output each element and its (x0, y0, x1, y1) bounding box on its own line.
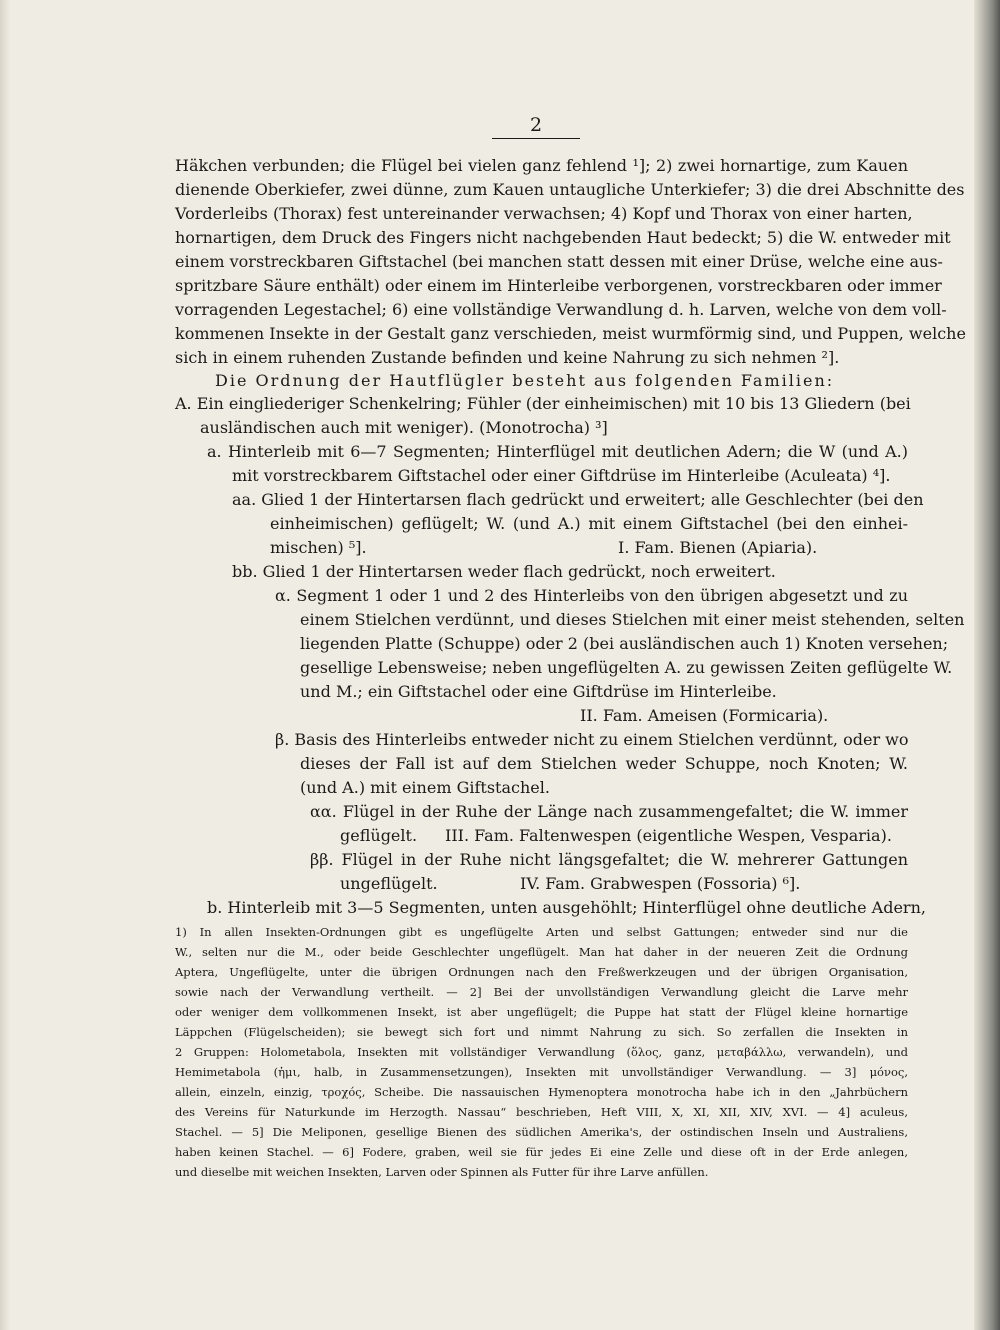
key-line-beta: β. Basis des Hinterleibs entweder nicht zu einem Stielchen verdünnt, oder wo (275, 730, 909, 749)
key-line: dieses der Fall ist auf dem Stielchen weder Schuppe, noch Knoten; W. (300, 754, 908, 773)
footnote-line: Läppchen (Flügelscheiden); sie bewegt sich fort und nimmt Nahrung zu sich. So zerfallen die Insekten in (175, 1025, 908, 1039)
key-line: einheimischen) geflügelt; W. (und A.) mit einem Giftstachel (bei den einhei- (270, 514, 908, 533)
key-line-b: b. Hinterleib mit 3—5 Segmenten, unten ausgehöhlt; Hinterflügel ohne deutliche Adern, (207, 898, 926, 917)
footnote-line: des Vereins für Naturkunde im Herzogth. Nassau“ beschrieben, Heft VIII, X, XI, XII, XIV, XVI. — 4] aculeus, (175, 1105, 908, 1119)
footnote-line: Stachel. — 5] Die Meliponen, gesellige Bienen des südlichen Amerika's, der ostindischen Inseln und Australiens, (175, 1125, 908, 1139)
key-line-alpha-alpha: αα. Flügel in der Ruhe der Länge nach zusammengefaltet; die W. immer (310, 802, 908, 821)
page-number: 2 (529, 114, 543, 136)
key-line-aa: aa. Glied 1 der Hintertarsen flach gedrückt und erweitert; alle Geschlechter (bei den (232, 490, 924, 509)
key-line: ausländischen auch mit weniger). (Monotrocha) ³] (200, 418, 608, 437)
body-line: dienende Oberkiefer, zwei dünne, zum Kauen untaugliche Unterkiefer; 3) die drei Abschnitte des (175, 180, 965, 199)
body-line: einem vorstreckbaren Giftstachel (bei manchen statt dessen mit einer Drüse, welche eine aus- (175, 252, 943, 271)
page-edge-shadow-left (0, 0, 10, 1330)
key-line: geflügelt. (340, 826, 418, 845)
page-number-rule (492, 138, 580, 139)
section-heading: Die Ordnung der Hautflügler besteht aus folgenden Familien: (215, 371, 835, 390)
key-line: und M.; ein Giftstachel oder eine Giftdrüse im Hinterleibe. (300, 682, 777, 701)
key-line-bb: bb. Glied 1 der Hintertarsen weder flach gedrückt, noch erweitert. (232, 562, 776, 581)
body-line: kommenen Insekte in der Gestalt ganz verschieden, meist wurmförmig sind, und Puppen, welche (175, 324, 966, 343)
key-line: (und A.) mit einem Giftstachel. (300, 778, 550, 797)
key-line: einem Stielchen verdünnt, und dieses Stielchen mit einer meist stehenden, selten (300, 610, 965, 629)
footnote-line: allein, einzeln, einzig, τροχός, Scheibe. Die nassauischen Hymenoptera monotrocha habe ich in den „Jahrbüchern (175, 1085, 908, 1099)
footnote-line: 1) In allen Insekten-Ordnungen gibt es ungeflügelte Arten und selbst Gattungen; entweder sind nur die (175, 925, 908, 939)
footnote-line: und dieselbe mit weichen Insekten, Larven oder Spinnen als Futter für ihre Larve anfüllen. (175, 1165, 709, 1179)
key-line-beta-beta: ββ. Flügel in der Ruhe nicht längsgefaltet; die W. mehrerer Gattungen (310, 850, 908, 869)
body-line: hornartigen, dem Druck des Fingers nicht nachgebenden Haut bedeckt; 5) die W. entweder mit (175, 228, 951, 247)
family-3-label: III. Fam. Faltenwespen (eigentliche Wespen, Vesparia). (445, 826, 892, 845)
body-line: sich in einem ruhenden Zustande befinden und keine Nahrung zu sich nehmen ²]. (175, 348, 840, 367)
page-edge-shadow-right (974, 0, 1000, 1330)
family-1-label: I. Fam. Bienen (Apiaria). (618, 538, 818, 557)
body-line: spritzbare Säure enthält) oder einem im Hinterleibe verborgenen, vorstreckbaren oder immer (175, 276, 942, 295)
body-line: Häkchen verbunden; die Flügel bei vielen ganz fehlend ¹]; 2) zwei hornartige, zum Kauen (175, 156, 908, 175)
key-line-alpha: α. Segment 1 oder 1 und 2 des Hinterleibs von den übrigen abgesetzt und zu (275, 586, 908, 605)
body-line: Vorderleibs (Thorax) fest untereinander verwachsen; 4) Kopf und Thorax von einer harten, (175, 204, 913, 223)
key-line: ungeflügelt. (340, 874, 438, 893)
footnote-line: Hemimetabola (ἡμι, halb, in Zusammensetzungen), Insekten mit unvollständiger Verwandlung. — 3] μόνος, (175, 1065, 908, 1079)
key-line-A: A. Ein eingliederiger Schenkelring; Fühler (der einheimischen) mit 10 bis 13 Gliedern (bei (175, 394, 911, 413)
footnote-line: Aptera, Ungeflügelte, unter die übrigen Ordnungen nach den Freßwerkzeugen und der übrigen Organisation, (175, 965, 908, 979)
footnote-line: oder weniger dem vollkommenen Insekt, ist aber ungeflügelt; die Puppe hat statt der Flügel kleine hornartige (175, 1005, 908, 1019)
footnote-line: 2 Gruppen: Holometabola, Insekten mit vollständiger Verwandlung (ὅλος, ganz, μεταβάλλω, verwandeln), und (175, 1045, 908, 1059)
key-line: mischen) ⁵]. (270, 538, 367, 557)
key-line: liegenden Platte (Schuppe) oder 2 (bei ausländischen auch 1) Knoten versehen; (300, 634, 949, 653)
family-2-label: II. Fam. Ameisen (Formicaria). (580, 706, 829, 725)
key-line: mit vorstreckbarem Giftstachel oder einer Giftdrüse im Hinterleibe (Aculeata) ⁴]. (232, 466, 891, 485)
family-4-label: IV. Fam. Grabwespen (Fossoria) ⁶]. (520, 874, 801, 893)
footnote-line: sowie nach der Verwandlung vertheilt. — 2] Bei der unvollständigen Verwandlung gleicht die Larve mehr (175, 985, 908, 999)
key-line-a: a. Hinterleib mit 6—7 Segmenten; Hinterflügel mit deutlichen Adern; die W (und A.) (207, 442, 908, 461)
key-line: gesellige Lebensweise; neben ungeflügelten A. zu gewissen Zeiten geflügelte W. (300, 658, 953, 677)
body-line: vorragenden Legestachel; 6) eine vollständige Verwandlung d. h. Larven, welche von dem voll- (175, 300, 947, 319)
footnote-line: haben keinen Stachel. — 6] Fodere, graben, weil sie für jedes Ei eine Zelle und diese oft in der Erde anlegen, (175, 1145, 908, 1159)
footnote-line: W., selten nur die M., oder beide Geschlechter ungeflügelt. Man hat daher in der neueren Zeit die Ordnung (175, 945, 908, 959)
